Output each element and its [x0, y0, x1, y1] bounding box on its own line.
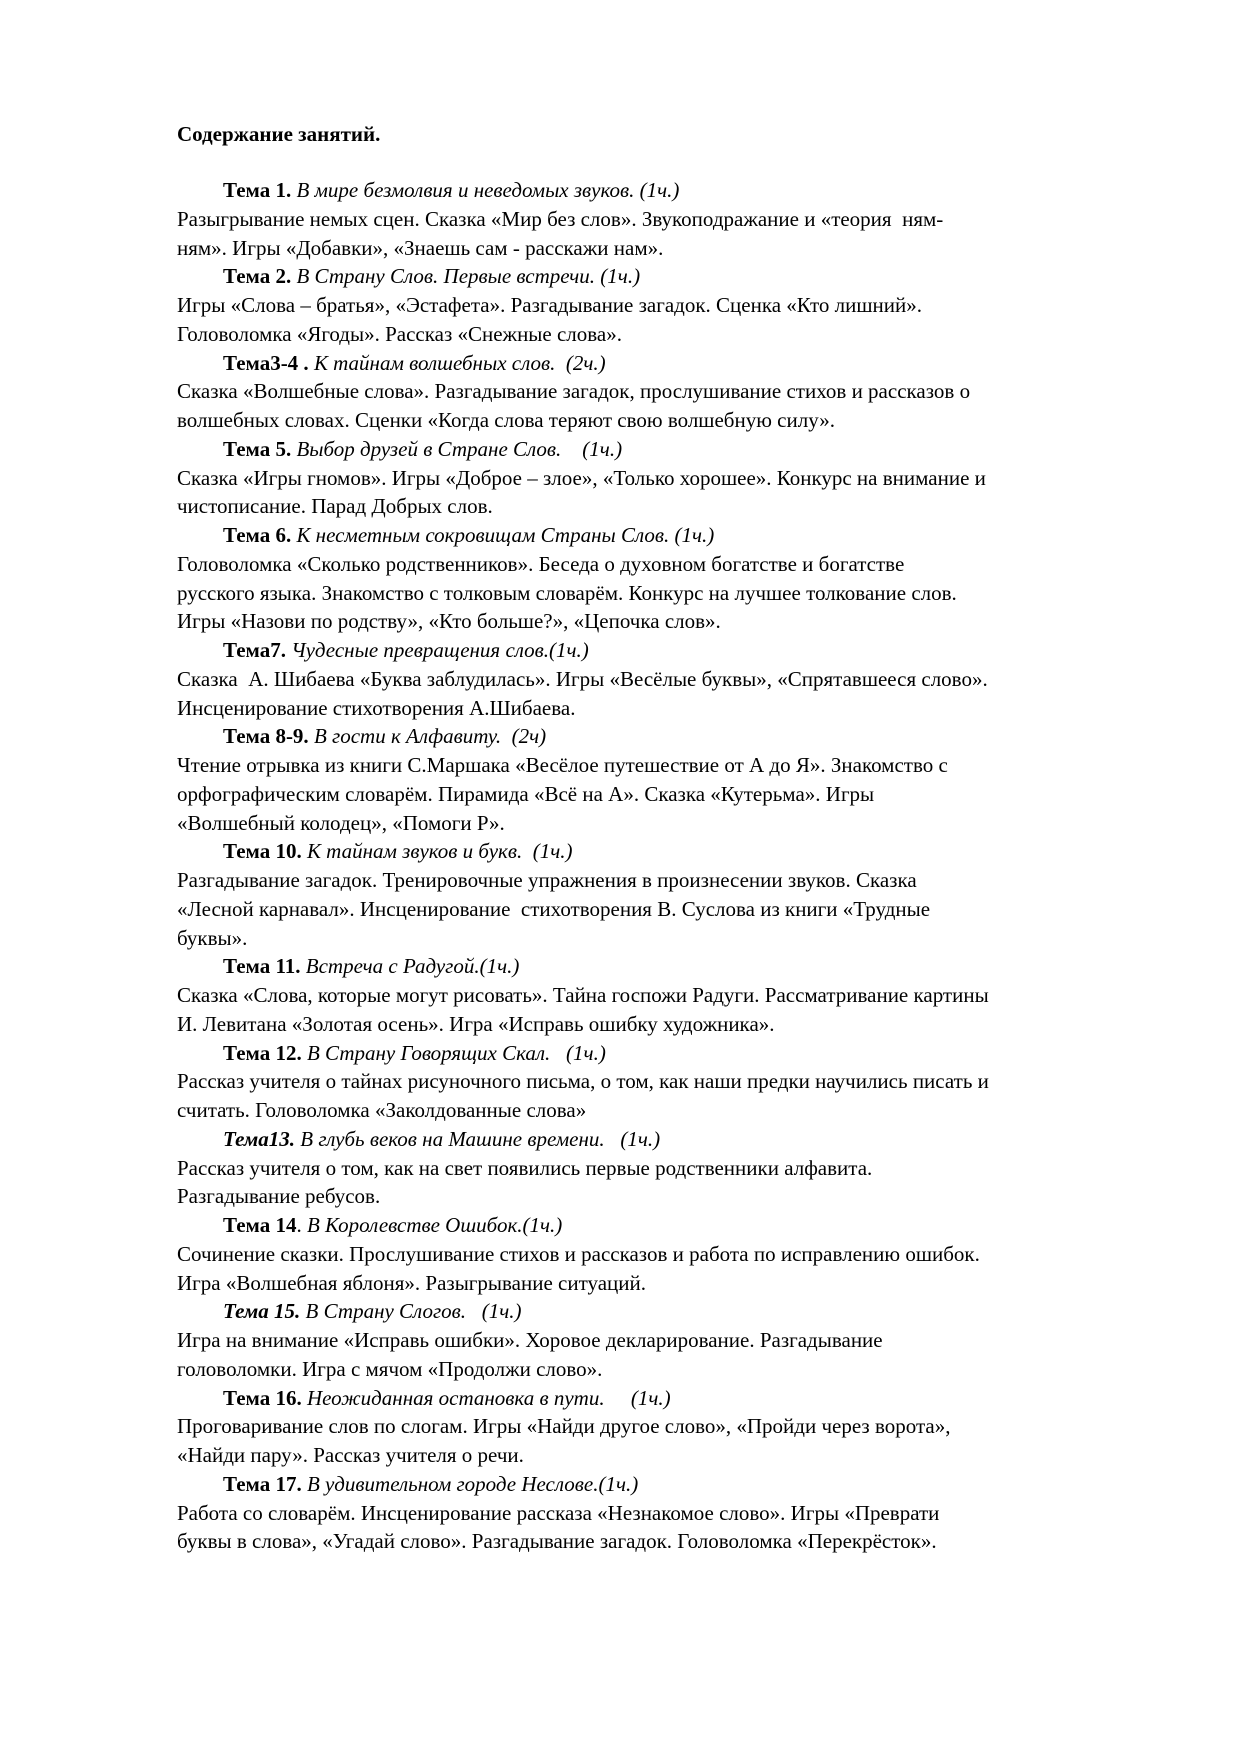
topic-description-line: Инсценирование стихотворения А.Шибаева. [177, 695, 576, 720]
topic-description-line: Сказка «Волшебные слова». Разгадывание загадок, прослушивание стихов и рассказов о [177, 379, 971, 404]
topic-description-line: Рассказ учителя о тайнах рисуночного письма, о том, как наши предки научились писать и [177, 1069, 989, 1094]
topic-label: Тема 6. [223, 523, 292, 547]
topic-description-line: Работа со словарём. Инсценирование рассказа «Незнакомое слово». Игры «Преврати [177, 1500, 940, 1525]
topic-label: Тема 1. [223, 178, 292, 202]
topic-description-line: «Лесной карнавал». Инсценирование стихотворения В. Суслова из книги «Трудные [177, 896, 931, 921]
topic-description-line: Разгадывание ребусов. [177, 1184, 381, 1209]
topic-heading [177, 1297, 1177, 1326]
topic-title: В Страну Слов. Первые встречи. (1ч.) [296, 264, 641, 289]
topic-title: В Королевстве Ошибок.(1ч.) [306, 1213, 563, 1237]
topic-heading [177, 1211, 1177, 1240]
topic-label: Тема 15. [223, 1299, 301, 1324]
topic-heading [177, 435, 1177, 464]
topic-heading [177, 521, 1177, 550]
topic-label: Тема13. [223, 1126, 296, 1151]
topic-description-line: Проговаривание слов по слогам. Игры «Найди другое слово», «Пройди через ворота», [177, 1414, 951, 1439]
page-title: Содержание занятий. [177, 122, 381, 146]
topic-description-line: Головоломка «Сколько родственников». Беседа о духовном богатстве и богатстве [177, 551, 905, 576]
topic-heading [177, 1384, 1177, 1413]
topic-description-line: Сказка «Слова, которые могут рисовать». Тайна госпожи Радуги. Рассматривание картины [177, 983, 989, 1007]
topic-title: В глубь веков на Машине времени. (1ч.) [300, 1126, 661, 1151]
topic-label: Тема 10. [223, 839, 302, 864]
topic-label: Тема 11. [223, 954, 301, 979]
topic-title: К несметным сокровищам Страны Слов. (1ч.) [296, 523, 715, 547]
topic-description-line: считать. Головоломка «Заколдованные слова» [177, 1098, 587, 1122]
topic-description-line: Сказка А. Шибаева «Буква заблудилась». Игры «Весёлые буквы», «Спрятавшееся слово». [177, 666, 988, 691]
topic-label: Тема 2. [223, 264, 292, 289]
topic-description-line: волшебных словах. Сценки «Когда слова теряют свою волшебную силу». [177, 408, 835, 432]
topic-title: В мире безмолвия и неведомых звуков. (1ч.) [296, 178, 680, 202]
topic-title: В удивительном городе Неслове.(1ч.) [306, 1471, 639, 1496]
topic-description-line: ням». Игры «Добавки», «Знаешь сам - расскажи нам». [177, 235, 664, 260]
topic-title: В Страну Говорящих Скал. (1ч.) [306, 1040, 606, 1065]
topic-description-line: буквы». [177, 925, 248, 950]
topic-label: Тема7. [223, 638, 286, 662]
topic-title: Встреча с Радугой.(1ч.) [305, 954, 520, 979]
topic-description-line: Сказка «Игры гномов». Игры «Доброе – злое», «Только хорошее». Конкурс на внимание и [177, 465, 986, 490]
topic-title: В Страну Слогов. (1ч.) [305, 1299, 522, 1324]
topic-description-line: Игра на внимание «Исправь ошибки». Хоровое декларирование. Разгадывание [177, 1328, 883, 1352]
topic-heading [177, 262, 1177, 291]
topic-heading [177, 636, 1177, 665]
topic-description-line: Игра «Волшебная яблоня». Разыгрывание ситуаций. [177, 1270, 647, 1295]
topic-description-line: Головоломка «Ягоды». Рассказ «Снежные слова». [177, 321, 622, 346]
topic-description-line: русского языка. Знакомство с толковым словарём. Конкурс на лучшее толкование слов. [177, 580, 957, 605]
topic-heading [177, 837, 1177, 866]
topic-title: Чудесные превращения слов.(1ч.) [291, 638, 589, 662]
topic-description-line: Разыгрывание немых сцен. Сказка «Мир без слов». Звукоподражание и «теория ням- [177, 206, 944, 231]
topic-label: Тема 12. [223, 1040, 302, 1065]
topic-description-line: Игры «Слова – братья», «Эстафета». Разгадывание загадок. Сценка «Кто лишний». [177, 293, 923, 317]
topic-label: Тема 8-9. [223, 724, 309, 749]
topic-title: В гости к Алфавиту. (2ч) [313, 724, 547, 749]
topic-heading [177, 1039, 1177, 1068]
topic-label: Тема 16. [223, 1385, 302, 1410]
topic-heading [177, 952, 1177, 981]
topic-title: Выбор друзей в Стране Слов. (1ч.) [296, 436, 623, 461]
topic-description-line: Чтение отрывка из книги С.Маршака «Весёлое путешествие от А до Я». Знакомство с [177, 753, 948, 777]
topic-heading [177, 722, 1177, 751]
topic-description-line: И. Левитана «Золотая осень». Игра «Исправь ошибку художника». [177, 1011, 775, 1036]
topic-description-line: «Найди пару». Рассказ учителя о речи. [177, 1443, 524, 1467]
topic-separator: . [296, 1213, 307, 1237]
topics-list [177, 176, 1177, 1556]
topic-label: Тема 14 [223, 1213, 297, 1237]
topic-description-line: Разгадывание загадок. Тренировочные упражнения в произнесении звуков. Сказка [177, 868, 917, 892]
topic-label: Тема3-4 . [223, 350, 309, 375]
topic-description-line: Сочинение сказки. Прослушивание стихов и рассказов и работа по исправлению ошибок. [177, 1241, 980, 1266]
topic-heading [177, 1125, 1177, 1154]
topic-description-line: Рассказ учителя о том, как на свет появились первые родственники алфавита. [177, 1155, 873, 1180]
topic-label: Тема 17. [223, 1471, 302, 1496]
topic-title: Неожиданная остановка в пути. (1ч.) [306, 1385, 671, 1410]
topic-title: К тайнам звуков и букв. (1ч.) [306, 839, 573, 864]
topic-description-line: Игры «Назови по родству», «Кто больше?», «Цепочка слов». [177, 609, 721, 634]
topic-heading [177, 349, 1177, 378]
topic-description-line: «Волшебный колодец», «Помоги Р». [177, 810, 505, 835]
topic-label: Тема 5. [223, 436, 292, 461]
topic-heading [177, 176, 1177, 205]
topic-title: К тайнам волшебных слов. (2ч.) [313, 350, 606, 375]
topic-description-line: буквы в слова», «Угадай слово». Разгадывание загадок. Головоломка «Перекрёсток». [177, 1529, 937, 1554]
topic-description-line: головоломки. Игра с мячом «Продолжи слово». [177, 1356, 603, 1381]
topic-heading [177, 1470, 1177, 1499]
topic-description-line: орфографическим словарём. Пирамида «Всё на А». Сказка «Кутерьма». Игры [177, 781, 875, 806]
topic-description-line: чистописание. Парад Добрых слов. [177, 494, 493, 519]
